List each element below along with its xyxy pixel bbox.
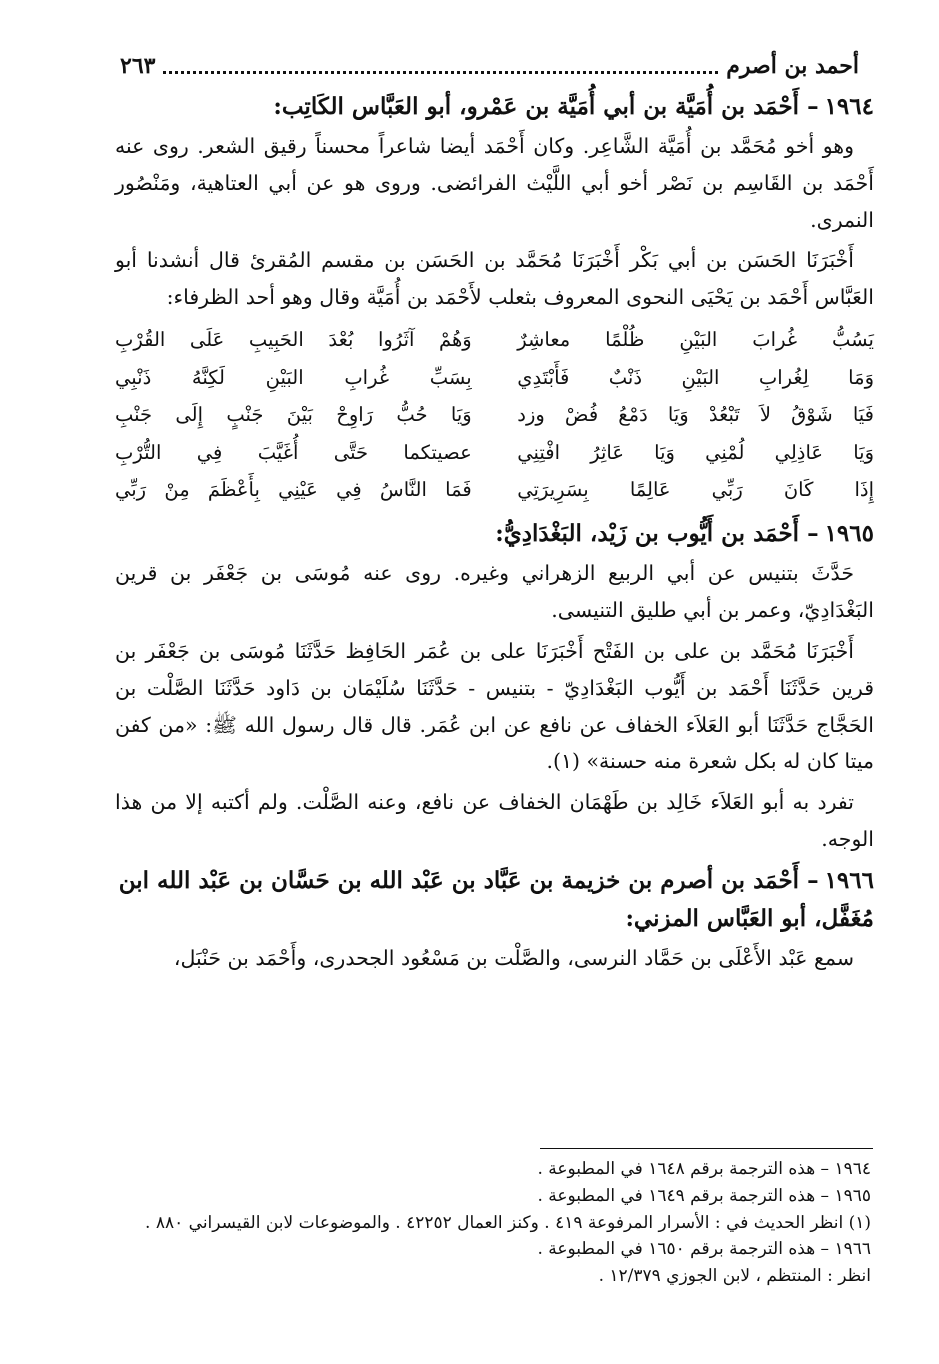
verse-first-hemistich: وَيَا عَاذِلِي لُمْنِي وَيَا عَاثِرُ افْتِنِي [517, 440, 874, 464]
entry-title: – أَحْمَد بن أُمَيَّة بن أبي أُمَيَّة بن عَمْرو، أبو العَبَّاس الكَاتِب: [273, 93, 819, 120]
entry-paragraph: وهو أخو مُحَمَّد بن أُمَيَّة الشَّاعِر. وكان أَحْمَد أيضا شاعراً محسناً رقيق الشعر. روى عنه أَحْمَد بن القَاسِم بن نَصْر أخو أبي اللَّيْث الفرائضى. وروى هو عن أبي العتاهية، ومَنْصُور النمرى. [115, 134, 874, 232]
verse-line [115, 359, 874, 397]
entry-paragraph: أَخْبَرَنَا مُحَمَّد بن على بن الفَتْح أَخْبَرَنَا على بن عُمَر الحَافِظ حَدَّثَنَا مُوسَى بن جَعْفَر بن قرين حَدَّثَنَا أَحْمَد بن أَيُّوب البَغْدَادِيّ - بتنيس - حَدَّثَنَا سُلَيْمَان بن دَاود حَدَّثَنَا الصَّلْت بن الحَجَّاج حَدَّثَنَا أبو العَلاَء الخفاف عن نافع عن ابن عُمَر. قال قال رسول الله ﷺ: «من كفن ميتا كان له بكل شعرة منه حسنة» (١). [115, 639, 874, 774]
footnote: ١٩٦٥ – هذه الترجمة برقم ١٦٤٩ في المطبوعة . [537, 1185, 871, 1206]
entry-heading-1966 [115, 862, 874, 938]
page-number: ٢٦٣ [120, 53, 156, 79]
verse-line [115, 472, 874, 510]
running-title: أحمد بن أصرم [726, 53, 859, 79]
verse-second-hemistich: فَمَا النَّاسُ فِي عَيْنِي بِأَعْظَمَ مِنْ رَبِّي [115, 478, 472, 502]
entry-heading-1964 [115, 88, 874, 126]
entry-title: – أَحْمَد بن أصرم بن خزيمة بن عَبَّاد بن عَبْد الله بن حَسَّان بن عَبْد الله ابن مُغَفَّل، أبو العَبَّاس المزني: [118, 866, 874, 932]
page-header [120, 50, 859, 82]
main-text [115, 88, 874, 981]
entry-paragraph: حَدَّثَ بتنيس عن أبي الربيع الزهراني وغيره. روى عنه مُوسَى بن جَعْفَر بن قرين البَغْدَادِيّ، وعمر بن أبي طليق التنيسى. [115, 561, 874, 623]
verse-second-hemistich: وَيَا حُبُّ رَاوِحْ بَيْنَ جَنْبٍ إِلَى جَنْبِ [115, 403, 472, 427]
verse-second-hemistich: وَهُمْ آثَرُوا بُعْدَ الحَبِيبِ عَلَى القُرْبِ [115, 328, 472, 352]
footnote: ١٩٦٦ – هذه الترجمة برقم ١٦٥٠ في المطبوعة . [537, 1239, 871, 1260]
verse-line [115, 397, 874, 435]
entry-heading-1965 [115, 515, 874, 553]
verse-line [115, 322, 874, 360]
leader-dots [163, 59, 718, 74]
footnote: ١٩٦٤ – هذه الترجمة برقم ١٦٤٨ في المطبوعة . [537, 1159, 871, 1179]
verse-first-hemistich: وَمَا لِغُرابِ البَيْنِ ذَنْبٌ فَأَبْتَدِي [517, 365, 874, 389]
verse-line [115, 434, 874, 472]
footnotes [115, 1156, 871, 1290]
entry-number: ١٩٦٦ [824, 866, 874, 894]
entry-paragraph: تفرد به أبو العَلاَء خَالِد بن طَهْمَان الخفاف عن نافع، وعنه الصَّلْت. ولم أكتبه إلا من هذا الوجه. [115, 790, 874, 852]
verse-first-hemistich: فَيَا شَوْقُ لاَ تَبْعُدْ وَيَا دَمْعُ فُضْ وزد [517, 403, 874, 427]
verse-first-hemistich: يَسُبُّ غُرابَ البَيْنِ ظُلْمًا معاشِرٌ [517, 328, 874, 352]
verse-second-hemistich: بِسَبِّ غُرابِ البَيْنِ لَكِنَّهُ ذَنْبِي [115, 365, 472, 389]
verse-second-hemistich: عصيتكما حَتَّى أُغَيَّبَ فِي التُّرْبِ [115, 440, 472, 464]
entry-number: ١٩٦٥ [824, 520, 874, 548]
verse-first-hemistich: إِذَا كَانَ رَبِّي عَالِمًا بِسَرِيرَتِي [517, 478, 874, 502]
entry-number: ١٩٦٤ [824, 93, 874, 120]
footnote: (١) انظر الحديث في : الأسرار المرفوعة ٤١٩ . وكنز العمال ٤٢٢٥٢ . والموضوعات لابن القيسراني ٨٨٠ . [145, 1212, 871, 1233]
footnote-separator [540, 1148, 873, 1149]
entry-paragraph: سمع عَبْد الأَعْلَى بن حَمَّاد النرسى، والصَّلْت بن مَسْعُود الجحدرى، وأَحْمَد بن حَنْبَل، [173, 945, 854, 970]
footnote: انظر : المنتظم ، لابن الجوزي ١٢/٣٧٩ . [598, 1266, 871, 1287]
poem [115, 322, 874, 510]
entry-paragraph: أَخْبَرَنَا الحَسَن بن أبي بَكْر أَخْبَرَنَا مُحَمَّد بن الحَسَن بن مقسم المُقرئ قال أنشدنا أبو العَبَّاس أَحْمَد بن يَحْيَى النحوى المعروف بثعلب لأَحْمَد بن أُمَيَّة وقال وهو أحد الظرفاء: [115, 248, 874, 310]
entry-title: – أَحْمَد بن أَيُّوب بن زَيْد، البَغْدَادِيُّ: [495, 520, 819, 548]
